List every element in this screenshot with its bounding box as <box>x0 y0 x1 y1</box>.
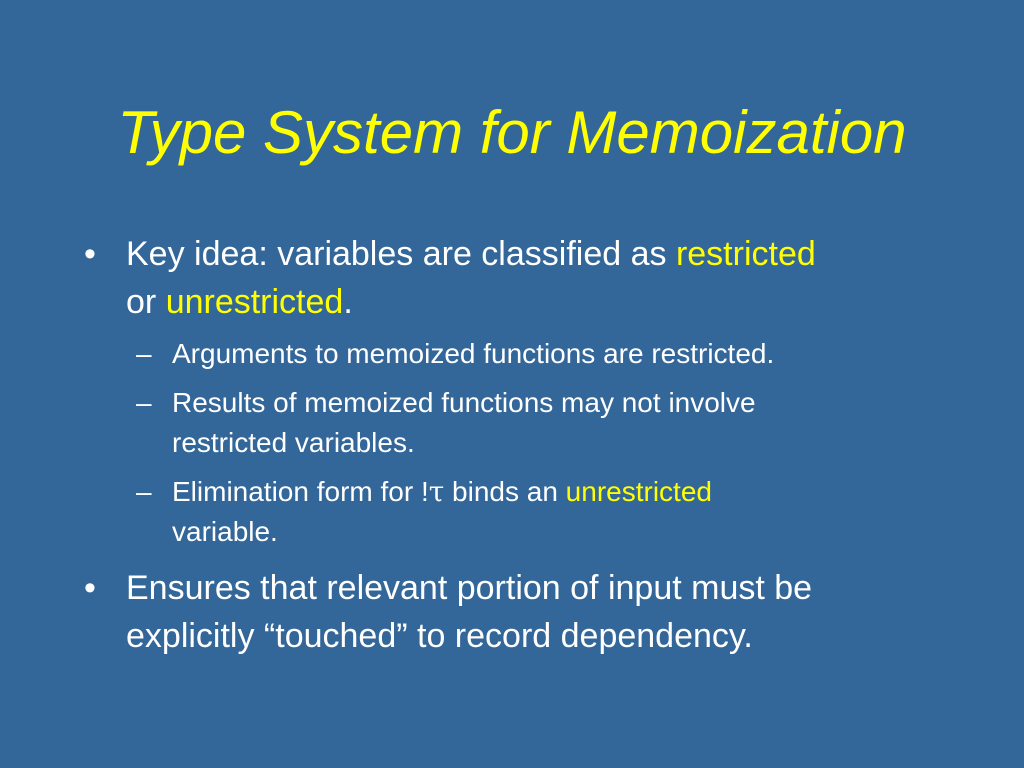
highlight-unrestricted: unrestricted <box>165 283 344 321</box>
sub-bullet-text: variable. <box>172 516 278 547</box>
sub-bullet-elimination <box>136 472 952 552</box>
bullet-text: Ensures that relevant portion of input must be <box>126 569 813 607</box>
tau-symbol: τ <box>428 475 445 508</box>
sub-bullet-text: Arguments to memoized functions are restricted. <box>172 338 775 369</box>
sub-bullet-arguments <box>136 334 952 374</box>
sub-bullet-text: restricted variables. <box>172 427 415 458</box>
sub-bullet-results <box>136 383 952 463</box>
bullet-text: . <box>343 283 353 321</box>
bullet-ensures <box>84 564 966 660</box>
bullet-marker: • <box>84 235 96 273</box>
sub-bullet-marker: – <box>136 476 152 507</box>
bullet-text: explicitly “touched” to record dependency. <box>126 617 753 655</box>
bullet-key-idea <box>84 230 966 326</box>
sub-bullet-line <box>172 472 952 512</box>
sub-bullet-marker: – <box>136 338 152 369</box>
sub-bullet-text: Results of memoized functions may not involve <box>172 387 756 418</box>
sub-bullet-marker: – <box>136 387 152 418</box>
highlight-unrestricted: unrestricted <box>565 476 712 507</box>
sub-bullet-text: binds an <box>444 476 566 507</box>
sub-bullet-text: Elimination form for ! <box>172 476 429 507</box>
slide-title: Type System for Memoization <box>117 99 907 166</box>
bullet-text: Key idea: variables are classified as <box>126 235 676 273</box>
bullet-line <box>126 278 966 326</box>
highlight-restricted: restricted <box>675 235 816 273</box>
bullet-marker: • <box>84 569 96 607</box>
bullet-text: or <box>126 283 166 321</box>
bullet-line <box>126 230 966 278</box>
